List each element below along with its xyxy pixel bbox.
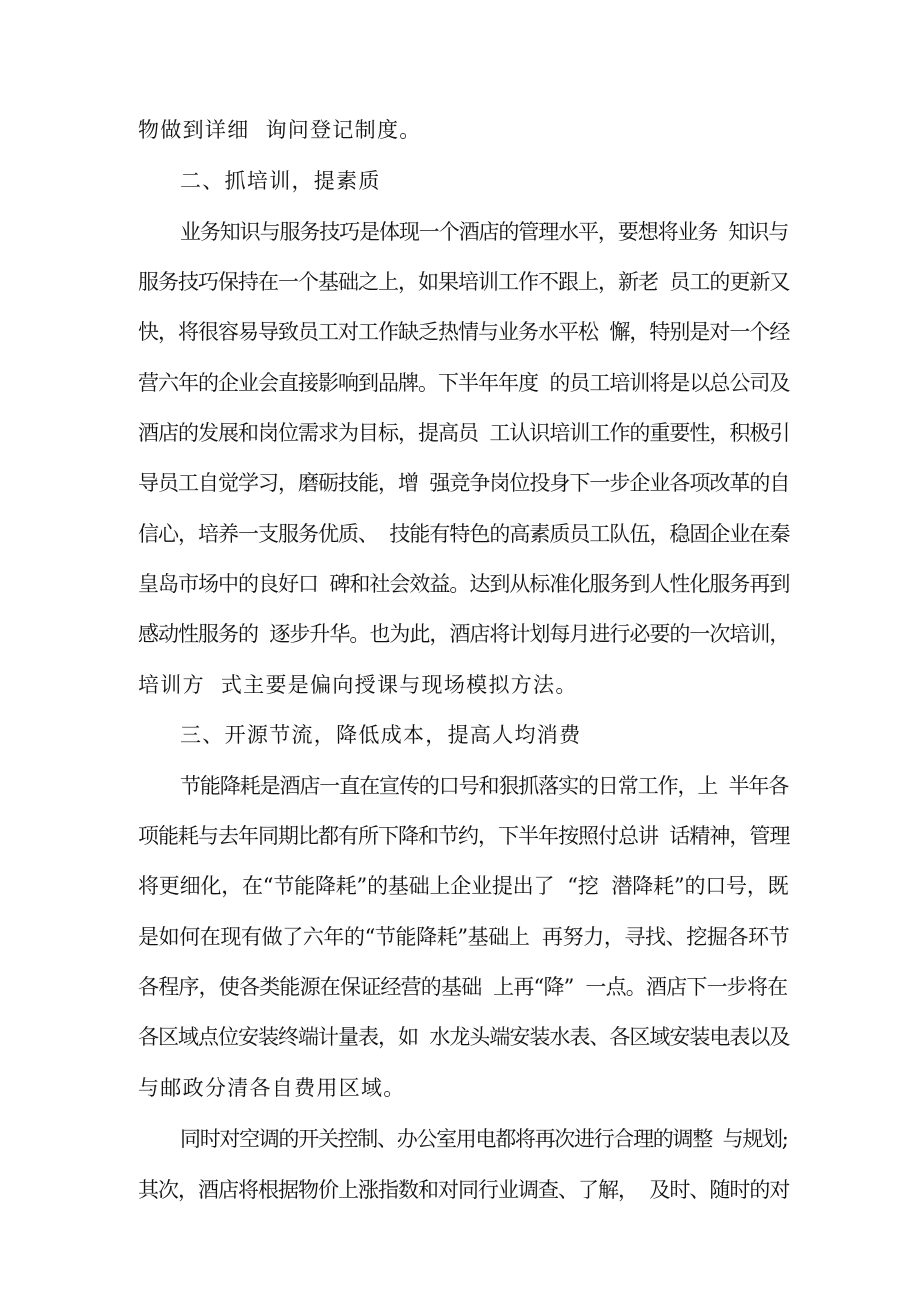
body-text-line: 物做到详细 询问登记制度。 (138, 118, 422, 142)
body-text-line: 服务技巧保持在一个基础之上，如果培训工作不跟上，新老 员工的更新又 (138, 270, 790, 294)
paragraph-first-line: 同时对空调的开关控制、办公室用电都将再次进行合理的调整 与规划; (180, 1127, 788, 1151)
body-text-line: 快，将很容易导致员工对工作缺乏热情与业务水平松 懈，特别是对一个经 (138, 320, 790, 344)
section-heading-2: 二、抓培训，提素质 (180, 169, 381, 193)
section-heading-3: 三、开源节流，降低成本，提高人均消费 (180, 723, 582, 747)
body-text-line: 各程序，使各类能源在保证经营的基础 上再“降” 一点。酒店下一步将在 (138, 975, 788, 999)
body-text-line: 培训方 式主要是偏向授课与现场模拟方法。 (138, 673, 578, 697)
body-text-line: 营六年的企业会直接影响到品牌。下半年年度 的员工培训将是以总公司及 (138, 371, 790, 395)
body-text-line: 是如何在现有做了六年的“节能降耗”基础上 再努力，寻找、挖掘各环节 (138, 925, 790, 949)
body-text-line: 皇岛市场中的良好口 碑和社会效益。达到从标准化服务到人性化服务再到 (138, 572, 790, 596)
body-text-line: 各区域点位安装终端计量表，如 水龙头端安装水表、各区域安装电表以及 (138, 1025, 790, 1049)
body-text-line: 酒店的发展和岗位需求为目标，提高员 工认识培训工作的重要性，积极引 (138, 421, 790, 445)
body-text-line: 与邮政分清各自费用区域。 (138, 1076, 406, 1100)
body-text-line: 导员工自觉学习，磨砺技能，增 强竞争岗位投身下一步企业各项改革的自 (138, 471, 790, 495)
paragraph-first-line: 业务知识与服务技巧是体现一个酒店的管理水平，要想将业务 知识与 (180, 220, 789, 244)
body-text-line: 信心，培养一支服务优质、 技能有特色的高素质员工队伍，稳固企业在秦 (138, 522, 790, 546)
body-text-line: 其次，酒店将根据物价上涨指数和对同行业调查、了解， 及时、随时的对 (138, 1178, 790, 1202)
paragraph-first-line: 节能降耗是酒店一直在宣传的口号和狠抓落实的日常工作，上 半年各 (180, 774, 789, 798)
body-text-line: 将更细化，在“节能降耗”的基础上企业提出了 “挖 潜降耗”的口号，既 (138, 874, 789, 898)
body-text-line: 项能耗与去年同期比都有所下降和节约，下半年按照付总讲 话精神，管理 (138, 824, 790, 848)
body-text-line: 感动性服务的 逐步升华。也为此，酒店将计划每月进行必要的一次培训， (138, 622, 790, 646)
